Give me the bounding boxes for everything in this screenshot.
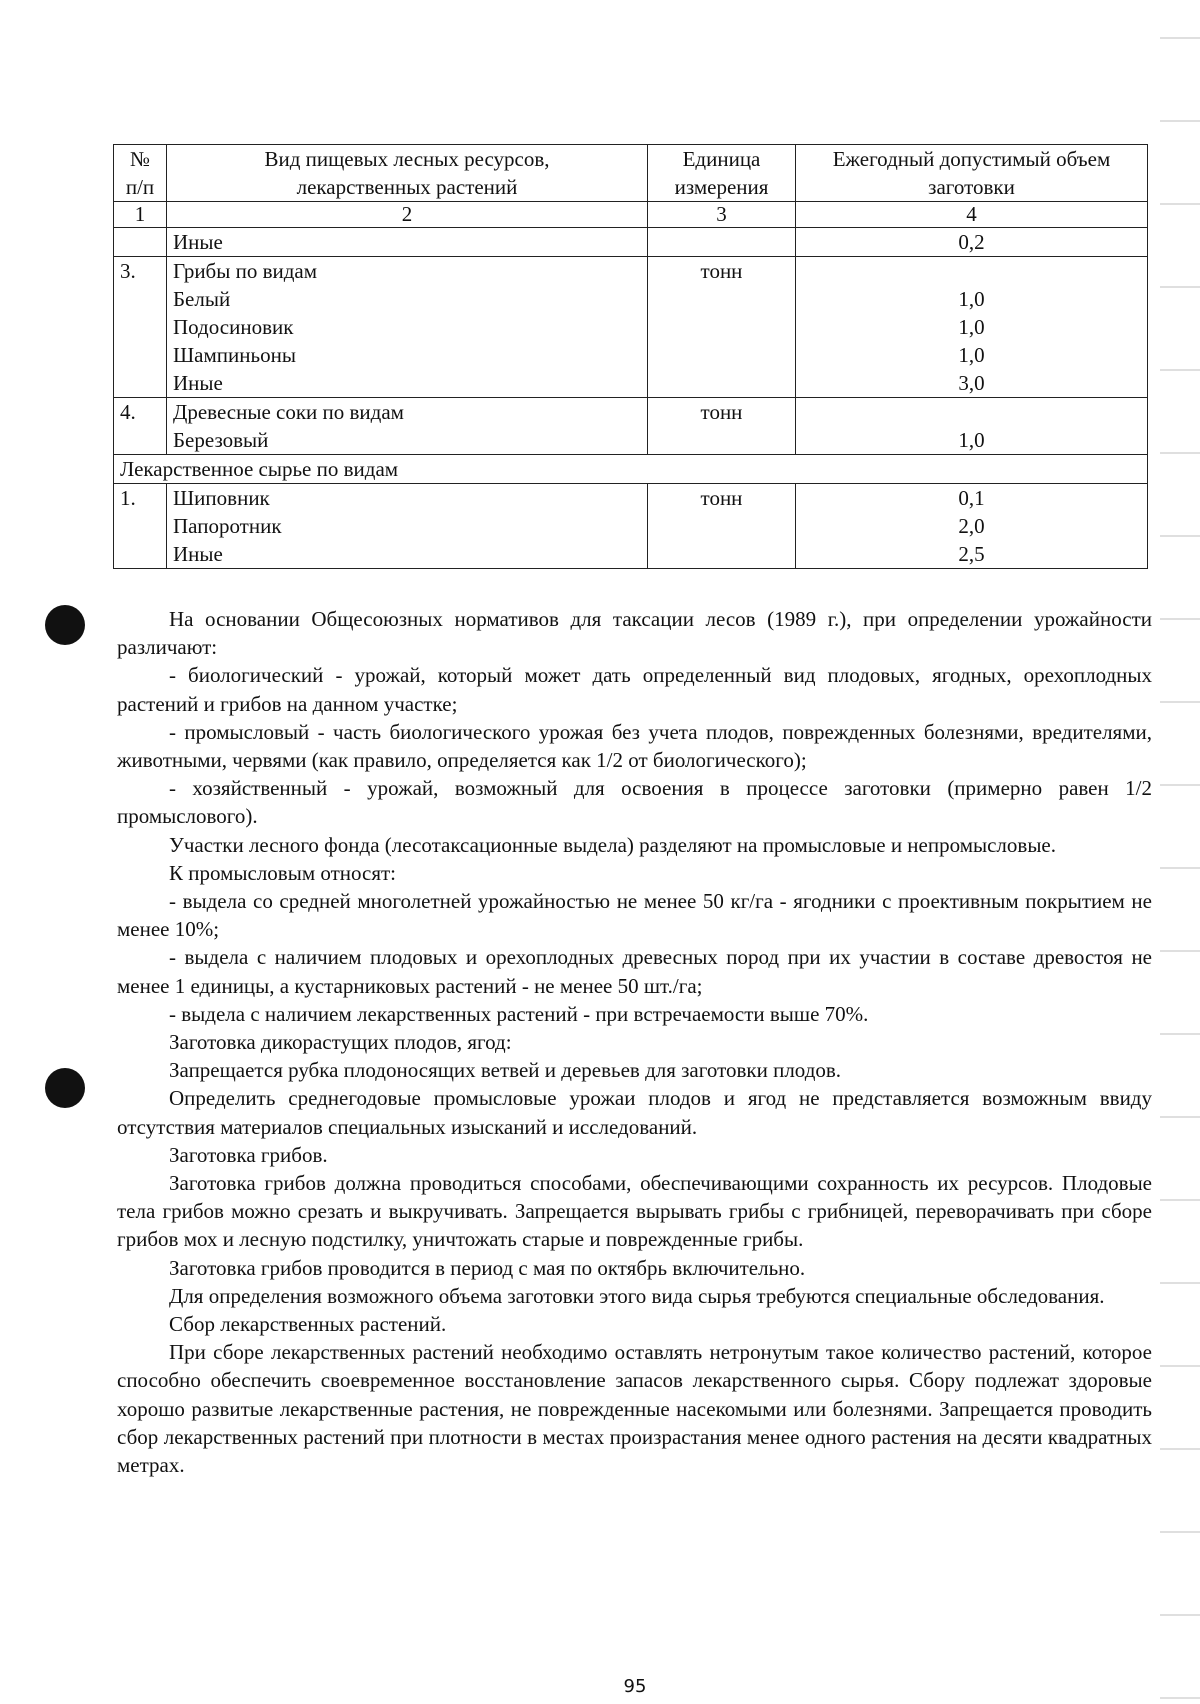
table-section-row (114, 455, 1148, 484)
section-title: Лекарственное сырье по видам (114, 455, 1148, 484)
paragraph: Определить среднегодовые промысловые урожаи плодов и ягод не представляется возможным ввиду отсутствия материалов специальных изысканий и исследований. (117, 1086, 1152, 1139)
paragraph: Участки лесного фонда (лесотаксационные выдела) разделяют на промысловые и непромысловые. (169, 832, 1057, 857)
header-unit: Единица измерения (648, 145, 796, 202)
column-number: 3 (648, 202, 796, 228)
row-number: 4. (114, 398, 167, 455)
table-row (114, 398, 1148, 455)
row-number: 3. (114, 257, 167, 398)
paragraph: При сборе лекарственных растений необходимо оставлять нетронутым такое количество растений, которое способно обеспечить своевременное восстановление запасов лекарственного сырья. Сбору подлежат здоровые хорошо развитые лекарственные растения, не поврежденные насекомыми или болезнями. Запрещается проводить сбор лекарственных растений при плотности в местах произрастания менее одного растения на десяти квадратных метрах. (117, 1340, 1152, 1478)
paragraph: - промысловый - часть биологического урожая без учета плодов, поврежденных болезнями, вредителями, животными, червями (как правило, определяется как 1/2 от биологического); (117, 719, 1152, 773)
row-unit: тонн (648, 398, 796, 455)
resources-table (113, 144, 1148, 569)
row-name: Древесные соки по видам Березовый (167, 398, 648, 455)
table-row (114, 484, 1148, 569)
paragraph: Заготовка дикорастущих плодов, ягод: (169, 1030, 512, 1055)
paragraph: На основании Общесоюзных нормативов для таксации лесов (1989 г.), при определении урожайности различают: (117, 607, 1152, 660)
row-name: Шиповник Папоротник Иные (167, 484, 648, 569)
body-text (117, 605, 1152, 1479)
paragraph: - выдела с наличием плодовых и орехоплодных древесных пород при их участии в составе древостоя не менее 1 единицы, а кустарниковых растений - не менее 50 шт./га; (117, 945, 1152, 998)
paragraph: Запрещается рубка плодоносящих ветвей и деревьев для заготовки плодов. (169, 1058, 842, 1083)
row-value: 1,0 (796, 398, 1148, 455)
punch-hole-mark (45, 605, 85, 645)
column-number: 2 (167, 202, 648, 228)
scan-edge-noise (1160, 0, 1200, 1704)
paragraph: Заготовка грибов должна проводиться способами, обеспечивающими сохранность их ресурсов. Плодовые тела грибов можно срезать и выкручивать. Запрещается вырывать грибы с грибницей, переворачивать при сборе грибов мох и лесную подстилку, уничтожать старые и поврежденные грибы. (117, 1171, 1152, 1252)
column-number: 1 (114, 202, 167, 228)
paragraph: Для определения возможного объема заготовки этого вида сырья требуются специальные обследования. (169, 1283, 1105, 1308)
table-header-row (114, 145, 1148, 202)
punch-hole-mark (45, 1068, 85, 1108)
row-number (114, 228, 167, 257)
row-unit: тонн (648, 484, 796, 569)
paragraph: Заготовка грибов. (169, 1142, 328, 1167)
row-value: 0,1 2,0 2,5 (796, 484, 1148, 569)
paragraph: - выдела с наличием лекарственных растений - при встречаемости выше 70%. (169, 1001, 869, 1026)
header-number: № п/п (114, 145, 167, 202)
paragraph: - выдела со средней многолетней урожайностью не менее 50 кг/га - ягодники с проективным покрытием не менее 10%; (117, 889, 1152, 942)
paragraph: К промысловым относят: (169, 860, 397, 885)
row-unit: тонн (648, 257, 796, 398)
row-name: Грибы по видам Белый Подосиновик Шампиньоны Иные (167, 257, 648, 398)
row-value: 0,2 (796, 228, 1148, 257)
row-value: 1,0 1,0 1,0 3,0 (796, 257, 1148, 398)
table-column-numbers-row (114, 202, 1148, 228)
paragraph: - биологический - урожай, который может дать определенный вид плодовых, ягодных, орехоплодных растений и грибов на данном участке; (117, 663, 1152, 716)
paragraph: - хозяйственный - урожай, возможный для освоения в процессе заготовки (примерно равен 1/2 промыслового). (117, 776, 1152, 829)
column-number: 4 (796, 202, 1148, 228)
row-number: 1. (114, 484, 167, 569)
row-name: Иные (167, 228, 648, 257)
header-annual-volume: Ежегодный допустимый объем заготовки (796, 145, 1148, 202)
row-unit (648, 228, 796, 257)
paragraph: Заготовка грибов проводится в период с мая по октябрь включительно. (169, 1255, 806, 1280)
paragraph: Сбор лекарственных растений. (169, 1312, 447, 1337)
table-row (114, 257, 1148, 398)
page-number: 95 (623, 1676, 647, 1697)
header-resource-type: Вид пищевых лесных ресурсов, лекарственных растений (167, 145, 648, 202)
table-row (114, 228, 1148, 257)
